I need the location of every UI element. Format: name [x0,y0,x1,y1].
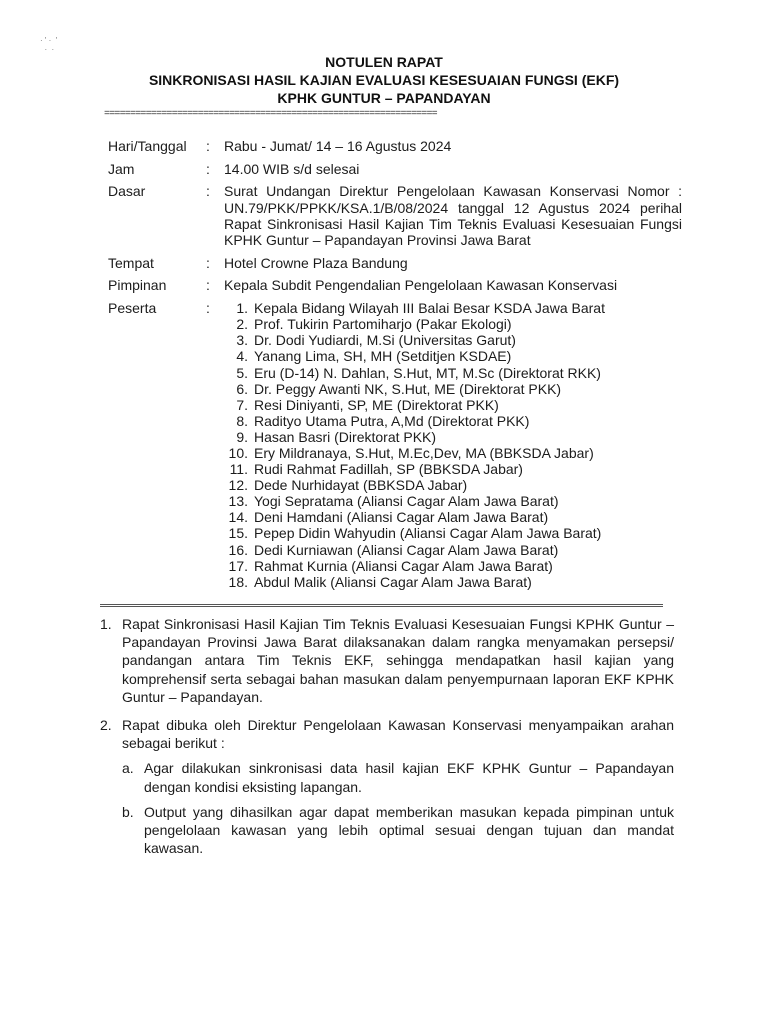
minutes-item-1 [100,615,674,706]
colon: : [206,254,210,271]
peserta-name: Prof. Tukirin Partomiharjo (Pakar Ekologi) [254,316,512,333]
peserta-number: 8. [236,412,248,429]
peserta-name: Dede Nurhidayat (BBKSDA Jabar) [254,477,468,494]
info-row-pimpinan [108,277,682,293]
info-row-hari [108,138,682,154]
peserta-name: Rudi Rahmat Fadillah, SP (BBKSDA Jabar) [254,461,523,478]
peserta-name: Kepala Bidang Wilayah III Balai Besar KSDA Jawa Barat [254,300,605,317]
jam-value: 14.00 WIB s/d selesai [224,160,360,177]
tempat-value: Hotel Crowne Plaza Bandung [224,254,408,271]
peserta-number: 17. [228,557,248,574]
peserta-number: 6. [236,380,248,397]
peserta-label: Peserta [108,300,157,317]
item-content [122,716,674,857]
colon: : [206,300,210,317]
header-rule: ================================================================ [104,109,437,120]
peserta-name: Rahmat Kurnia (Aliansi Cagar Alam Jawa Barat) [254,557,553,574]
peserta-item [224,365,682,381]
sub-item-text: Output yang dihasilkan agar dapat memberikan masukan kepada pimpinan untuk pengelolaan kawasan yang lebih optimal sesuai dengan tujuan dan mandat kawasan. [144,803,674,857]
item-text: Rapat dibuka oleh Direktur Pengelolaan Kawasan Konservasi menyampaikan arahan sebagai berikut : [122,717,674,752]
peserta-name: Dr. Dodi Yudiardi, M.Si (Universitas Garut) [254,332,516,349]
item-number: 2. [100,717,112,734]
document-subtitle-location: KPHK GUNTUR – PAPANDAYAN [277,90,491,106]
jam-label: Jam [108,160,135,177]
peserta-item [224,574,682,590]
colon: : [206,138,210,154]
peserta-item [224,477,682,493]
peserta-number: 14. [228,509,248,526]
document-title: NOTULEN RAPAT [325,54,443,70]
peserta-name: Yogi Sepratama (Aliansi Cagar Alam Jawa Barat) [254,493,559,510]
peserta-number: 12. [228,477,248,494]
peserta-number: 16. [228,541,248,558]
peserta-name: Pepep Didin Wahyudin (Aliansi Cagar Alam Jawa Barat) [254,525,602,542]
info-row-dasar [108,183,682,248]
peserta-name: Eru (D-14) N. Dahlan, S.Hut, MT, M.Sc (Direktorat RKK) [254,364,601,381]
colon: : [206,277,210,294]
peserta-number: 7. [236,396,248,413]
info-row-tempat [108,255,682,271]
meeting-info [108,138,682,596]
minutes-item-2 [100,716,674,857]
dasar-value: Surat Undangan Direktur Pengelolaan Kawasan Konservasi Nomor : UN.79/PKK/PPKK/KSA.1/B/08/2024 tanggal 12 Agustus 2024 perihal Rapat Sinkronisasi Hasil Kajian Tim Teknis Evaluasi Kesesuaian Fungsi KPHK Guntur – Papandayan Provinsi Jawa Barat [224,183,682,249]
peserta-list-container [224,300,682,590]
peserta-name: Ery Mildranaya, S.Hut, M.Ec,Dev, MA (BBKSDA Jabar) [254,444,594,461]
sub-item-letter: b. [122,803,134,820]
peserta-name: Deni Hamdani (Aliansi Cagar Alam Jawa Barat) [254,509,549,526]
colon: : [206,183,210,200]
sub-item-letter: a. [122,760,134,777]
peserta-name: Hasan Basri (Direktorat PKK) [254,428,437,445]
dasar-label: Dasar [108,183,146,200]
peserta-number: 5. [236,364,248,381]
scan-specks: · ' · ' · · [40,36,58,54]
item-number: 1. [100,616,112,632]
peserta-item [224,413,682,429]
sub-item-text: Agar dilakukan sinkronisasi data hasil kajian EKF KPHK Guntur – Papandayan dengan kondisi eksisting lapangan. [144,760,674,795]
peserta-number: 1. [236,300,248,317]
peserta-number: 2. [236,316,248,333]
peserta-item [224,445,682,461]
peserta-list [224,300,682,590]
peserta-item [224,558,682,574]
peserta-name: Dr. Peggy Awanti NK, S.Hut, ME (Direktorat PKK) [254,380,562,397]
hari-value: Rabu - Jumat/ 14 – 16 Agustus 2024 [224,138,452,154]
sub-item-a [122,759,674,795]
peserta-number: 11. [229,461,248,478]
peserta-item [224,493,682,509]
peserta-item [224,397,682,413]
info-row-peserta [108,300,682,590]
minutes-body [100,615,674,867]
peserta-item [224,429,682,445]
peserta-number: 3. [236,332,248,349]
peserta-number: 13. [228,493,248,510]
peserta-item [224,300,682,316]
peserta-item [224,381,682,397]
peserta-name: Radityo Utama Putra, A,Md (Direktorat PKK) [254,412,530,429]
colon: : [206,160,210,177]
peserta-number: 15. [228,525,248,542]
section-divider [100,604,663,607]
document-subtitle: SINKRONISASI HASIL KAJIAN EVALUASI KESESUAIAN FUNGSI (EKF) [148,72,620,88]
peserta-item [224,542,682,558]
info-row-jam [108,161,682,177]
peserta-number: 9. [236,428,248,445]
peserta-name: Dedi Kurniawan (Aliansi Cagar Alam Jawa Barat) [254,541,559,558]
peserta-number: 10. [228,444,248,461]
peserta-item [224,348,682,364]
peserta-name: Yanang Lima, SH, MH (Setditjen KSDAE) [254,348,512,365]
item-text: Rapat Sinkronisasi Hasil Kajian Tim Teknis Evaluasi Kesesuaian Fungsi KPHK Guntur – Papandayan Provinsi Jawa Barat dilaksanakan dalam rangka menyamakan persepsi/ pandangan antara Tim Teknis EKF, sehingga mendapatkan hasil kajian yang komprehensif serta sebagai bahan masukan dalam penyempurnaan laporan EKF KPHK Guntur – Papandayan. [122,616,674,705]
peserta-name: Resi Diniyanti, SP, ME (Direktorat PKK) [254,396,499,413]
peserta-item [224,509,682,525]
peserta-item [224,332,682,348]
pimpinan-value: Kepala Subdit Pengendalian Pengelolaan Kawasan Konservasi [224,277,618,294]
peserta-number: 18. [228,573,248,590]
peserta-name: Abdul Malik (Aliansi Cagar Alam Jawa Barat) [254,573,532,590]
peserta-item [224,525,682,541]
peserta-number: 4. [236,348,248,365]
peserta-item [224,461,682,477]
sub-item-b [122,803,674,858]
peserta-item [224,316,682,332]
pimpinan-label: Pimpinan [108,277,167,294]
document-header [0,53,768,107]
hari-label: Hari/Tanggal [108,138,187,154]
tempat-label: Tempat [108,254,154,271]
